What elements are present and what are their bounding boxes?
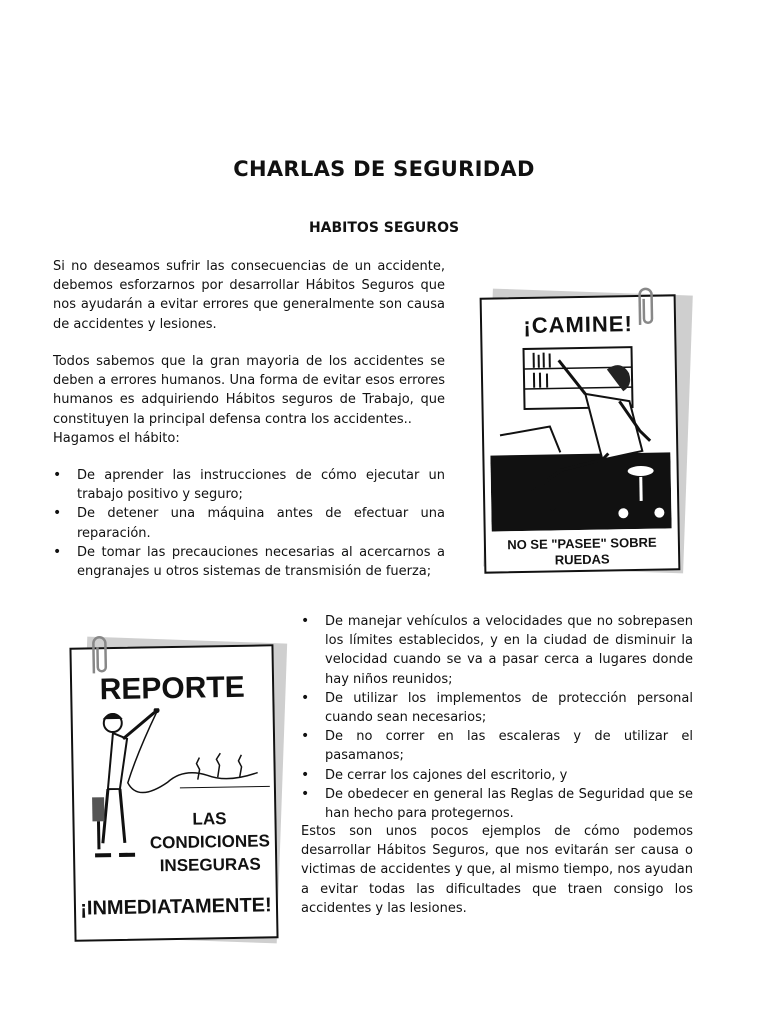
report-poster-line1: LAS bbox=[192, 809, 227, 829]
list-item: • De obedecer en general las Reglas de Seguridad que se han hecho para protegernos. bbox=[301, 785, 693, 823]
list-item: • De utilizar los implementos de protección personal cuando sean necesarios; bbox=[301, 689, 693, 727]
list-item: • De aprender las instrucciones de cómo ejecutar un trabajo positivo y seguro; bbox=[53, 466, 445, 504]
list-item: • De manejar vehículos a velocidades que no sobrepasen los límites establecidos, y en la ciudad de disminuir la velocidad cuando se va a pasar cerca a lugares donde hay niños reunidos; bbox=[301, 612, 693, 689]
closing-paragraph: Estos son unos pocos ejemplos de cómo podemos desarrollar Hábitos Seguros, que nos evitarán ser causa o victimas de accidentes y que, al mismo tiempo, nos ayudan a evitar todas las dificultades que traen consigo los accidentes y las lesiones. bbox=[301, 824, 693, 916]
report-poster-footer: ¡INMEDIATAMENTE! bbox=[80, 894, 272, 920]
list-item: • De cerrar los cajones del escritorio, y bbox=[301, 766, 693, 785]
list-item: • De tomar las precauciones necesarias al acercarnos a engranajes u otros sistemas de transmisión de fuerza; bbox=[53, 543, 445, 581]
page-title: CHARLAS DE SEGURIDAD bbox=[233, 157, 535, 181]
walk-poster-caption bbox=[486, 534, 679, 569]
intro-paragraph: Si no deseamos sufrir las consecuencias de un accidente, debemos esforzarnos por desarrollar Hábitos Seguros que nos ayudarán a evitar errores que generalmente son causa de accidentes y lesiones. bbox=[53, 259, 445, 332]
second-paragraph-text: Todos sabemos que la gran mayoria de los accidentes se deben a errores humanos. Una forma de evitar esos errores humanos es adquiriendo Hábitos seguros de Trabajo, que constituyen la principal defensa contra los accidentes.. bbox=[53, 354, 445, 427]
report-poster-line2: CONDICIONES bbox=[149, 831, 270, 853]
walk-poster-heading: ¡CAMINE! bbox=[523, 311, 634, 338]
walk-poster-caption-line1: NO SE "PASEE" SOBRE bbox=[507, 534, 657, 553]
paperclip-icon bbox=[85, 633, 112, 679]
section-subtitle: HABITOS SEGUROS bbox=[308, 220, 460, 236]
list-item: • De no correr en las escaleras y de utilizar el pasamanos; bbox=[301, 727, 693, 765]
paperclip-icon bbox=[631, 285, 658, 331]
office-chair-illustration bbox=[488, 340, 671, 531]
report-poster-heading: REPORTE bbox=[99, 670, 245, 707]
habits-list-left bbox=[53, 466, 445, 581]
report-poster-body bbox=[144, 806, 275, 877]
habit-lead-in: Hagamos el hábito: bbox=[53, 430, 180, 446]
second-paragraph bbox=[53, 352, 445, 448]
habits-list-right bbox=[301, 612, 693, 823]
report-poster-line3: INSEGURAS bbox=[159, 854, 261, 876]
walk-poster bbox=[480, 294, 681, 573]
report-poster bbox=[69, 644, 278, 942]
list-item: • De detener una máquina antes de efectuar una reparación. bbox=[53, 504, 445, 542]
walk-poster-caption-line2: RUEDAS bbox=[554, 551, 610, 568]
